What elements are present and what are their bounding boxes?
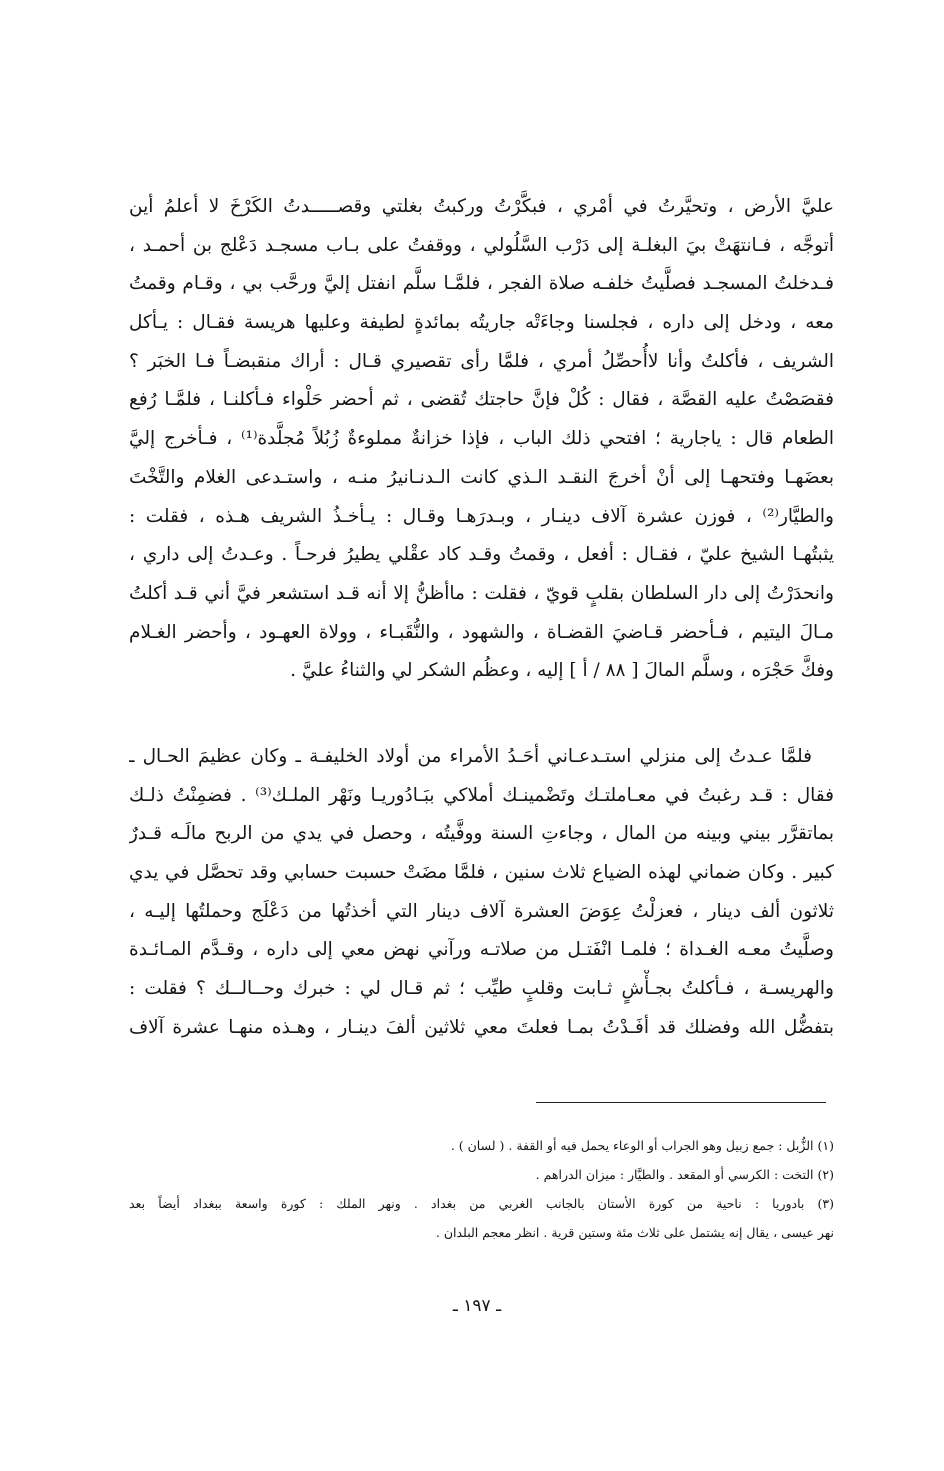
page-number: ـ ١٩٧ ـ xyxy=(452,1296,502,1316)
text-line: عليَّ الأرض ، وتحيَّرتُ في أمْري ، فبكَّرْتُ وركبتُ بغلتي وقصـــــدتُ الكَرْخَ لا أعلمُ أين xyxy=(129,196,834,217)
text-line: الشريف ، فأكلتُ وأنا لاأُحصِّلُ أمري ، فلمَّا رأى تقصيري قـال : أراك منقبضـاً فـا الخبَر ؟ xyxy=(129,350,834,372)
text-line: يثبتُهـا الشيخ عليّ ، فقـال : أفعل ، وقمتُ وقـد كاد عقْلي يطيرُ فرحـاً . وعـدتُ إلى داري ، xyxy=(129,544,834,566)
footnotes xyxy=(129,1131,834,1247)
text-line: بتفضُّل الله وفضلك قد أفَـدْتُ بمـا فعلتَ معي ثلاثين ألفَ دينـار ، وهـذه منهـا عشرة آلاف xyxy=(129,1016,834,1038)
text-line: معه ، ودخل إلى داره ، فجلسنا وجاءَتْه جاريتُه بمائدةٍ لطيفة وعليها هريسة فقـال : يـأكل xyxy=(129,312,834,334)
paragraph-2 xyxy=(129,738,834,1048)
text-line: مـالَ اليتيم ، فـأحضر قـاضيَ القضـاة ، والشهود ، والنُّقَبـاء ، وولاة العهـود ، وأحضر الغـلام xyxy=(129,621,834,643)
text-line: بعضَهـا وفتحهـا إلى أنْ أخرجَ النقـد الـذي كانت الـدنـانيرُ منـه ، واستـدعى الغلام والتَّخْتَ xyxy=(129,466,834,488)
text-line: ثلاثون ألف دينار ، فعزلْتُ عِوَضَ العشرة آلاف دينار التي أخذتُها من دَعْلَج وحملتُها إليـه ، xyxy=(129,900,834,922)
text-line: فلمَّا عـدتُ إلى منزلي استـدعـاني أحَـدُ الأمراء من أولاد الخليفـة ـ وكان عظيمَ الحـال ـ xyxy=(129,746,812,767)
footnote-3-continued: نهر عيسى ، يقال إنه يشتمل على ثلاث مئة وستين قرية . انظر معجم البلدان . xyxy=(435,1225,834,1240)
footnote-1: (١) الزُّبل : جمع زبيل وهو الجراب أو الوعاء يحمل فيه أو القفة . ( لسان ) . xyxy=(450,1138,834,1153)
text-line: وانحدَرْتُ إلى دار السلطان بقلبٍ قويّ ، فقلت : ماأظنُّ إلا أنه قـد استشعر فيَّ أني قـد أكلتُ xyxy=(129,582,834,604)
text-line: فقصَصْتُ عليه القصَّة ، فقال : كُلْ فإنَّ حاجتك تُقضى ، ثم أحضر حَلْواء فـأكلنـا ، فلمَّـا رُفع xyxy=(129,389,834,411)
text-line: الطعام قال : ياجارية ؛ افتحي ذلك الباب ، فإذا خزانةٌ مملوءةٌ زُبُلاً مُجلَّدة⁽¹⁾ ، فـأخرج إليَّ xyxy=(129,428,834,450)
text-line: والهريسـة ، فـأكلتُ بجـأْشٍ ثـابت وقلبٍ طيِّب ؛ ثم قـال لي : خبرك وحــالــك ؟ فقلت : xyxy=(129,978,834,1000)
text-line: فـدخلتُ المسجـد فصلَّيتُ خلفـه صلاة الفجر ، فلمَّـا سلَّم انفتل إليَّ ورحَّب بي ، وقـام وقمتُ xyxy=(129,273,834,295)
text-line: كبير . وكان ضماني لهذه الضياع ثلاث سنين ، فلمَّا مضَتْ حسبت حسابي وقد تحصَّل في يدي xyxy=(129,862,834,884)
footnote-2: (٢) التخت : الكرسي أو المقعد . والطيَّار : ميزان الدراهم . xyxy=(535,1167,834,1182)
paragraph-1 xyxy=(129,188,834,691)
footnote-divider xyxy=(536,1102,826,1103)
text-line: وفكَّ حَجْرَه ، وسلَّم المالَ [ ٨٨ / أ ] إليه ، وعظُم الشكر لي والثناءُ عليَّ . xyxy=(290,660,834,682)
text-line: أتوجَّه ، فـانتهَتْ بيَ البغلـة إلى دَرْب السَّلُولي ، ووقفتُ على بـاب مسجـد دَعْلج بن أحمـد ، xyxy=(129,234,834,256)
footnote-3: (٣) بادوريا : ناحية من كورة الأستان بالجانب الغربي من بغداد . ونهر الملك : كورة واسعة ببغداد أيضاً بعد xyxy=(129,1196,834,1211)
text-line: والطيَّار⁽²⁾ ، فوزن عشرة آلاف دينـار ، وبـدرَهـا وقـال : يـأخـذُ الشريف هـذه ، فقلت : xyxy=(129,505,834,527)
text-line: وصلَّيتُ معـه الغـداة ؛ فلمـا انْفَتـل من صلاتـه ورآني نهض معي إلى داره ، وقـدَّم المـائـدة xyxy=(129,939,834,961)
text-line: فقال : قـد رغبتُ في معـاملتـك وتَضْمينـك أملاكي ببَـادُوريـا ونَهْر الملـك⁽³⁾ . فضمِنْتُ ذلـك xyxy=(129,784,834,806)
text-line: بماتقرَّر بيني وبينه من المال ، وجاءتِ السنة ووفَّيتُه ، وحصل في يدي من الربح مالَـه قـدرٌ xyxy=(129,823,834,845)
